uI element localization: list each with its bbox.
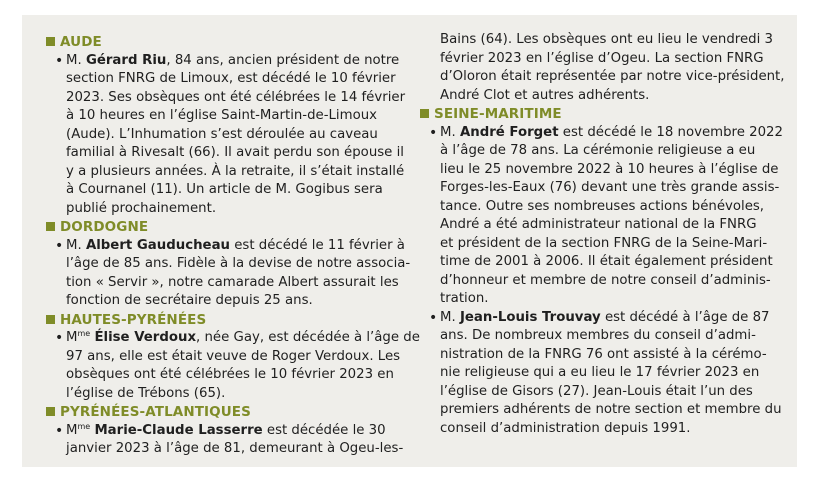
section-title: SEINE-MARITIME (434, 106, 562, 122)
entry-line: février 2023 en l’église d’Ogeu. La section FNRG (440, 50, 764, 66)
entry-first-line (66, 329, 418, 348)
entry-first-line (66, 422, 418, 441)
entry-line: Forges-les-Eaux (76) devant une très grande assis- (440, 180, 780, 195)
section-heading-dordogne (46, 218, 418, 237)
entry-line: à Cournanel (11). Un article de M. Gogibus sera (66, 182, 383, 197)
bullet-icon: • (55, 422, 64, 439)
entry-line: fonction de secrétaire depuis 25 ans. (66, 293, 313, 308)
entry-line: André a été administrateur national de la FNRG (440, 217, 757, 232)
bullet-icon: • (55, 52, 64, 69)
entry-first-line (66, 237, 418, 256)
entry-line: (Aude). L’Inhumation s’est déroulée au caveau (66, 126, 378, 142)
obituary-entry (420, 124, 785, 309)
entry-line: tion « Servir », notre camarade Albert assurait les (66, 274, 399, 290)
section-square-icon (46, 407, 55, 416)
entry-line: familial à Rivesalt (66). Il avait perdu son épouse il (66, 145, 404, 160)
title-prefix: M. (66, 52, 86, 68)
entry-line: d’Oloron était représentée par notre vice-président, (440, 69, 785, 84)
section-heading-hautes-pyrenees (46, 311, 418, 330)
obituary-entry (46, 422, 418, 459)
entry-line: lieu le 25 novembre 2022 à 10 heures à l’église de (440, 161, 779, 177)
entry-first-line (440, 124, 785, 143)
entry-line: 2023. Ses obsèques ont été célébrées le 14 février (66, 89, 406, 105)
obituary-panel (22, 15, 797, 467)
entry-line: 97 ans, elle est était veuve de Roger Verdoux. Les (66, 348, 401, 364)
right-column (420, 31, 785, 438)
section-title: HAUTES-PYRÉNÉES (60, 311, 207, 328)
entry-line: d’honneur et membre de notre conseil d’adminis- (440, 272, 771, 288)
title-prefix: M. (440, 124, 460, 140)
title-prefix-superscript: me (77, 329, 91, 338)
entry-line: time de 2001 à 2006. Il était également président (440, 254, 773, 269)
entry-line: Bains (64). Les obsèques ont eu lieu le vendredi 3 (440, 32, 773, 47)
obituary-entry (46, 237, 418, 311)
title-prefix: M. (66, 237, 86, 253)
person-name: André Forget (459, 124, 559, 140)
section-title: PYRÉNÉES-ATLANTIQUES (60, 404, 251, 420)
entry-first-line (66, 52, 418, 71)
section-heading-aude (46, 33, 418, 52)
section-heading-pyrenees-atlantiques (46, 403, 418, 422)
entry-line: tance. Outre ses nombreuses actions bénévoles, (440, 198, 765, 214)
person-name: Albert Gauducheau (85, 237, 231, 253)
title-prefix: M (66, 422, 78, 438)
first-line-rest: est décédée le 30 (262, 422, 386, 438)
entry-line: nistration de la FNRG 76 ont assisté à la cérémo- (440, 346, 767, 362)
bullet-icon: • (55, 237, 64, 254)
entry-line: l’âge de 85 ans. Fidèle à la devise de notre associa- (66, 256, 411, 271)
person-name: Jean-Louis Trouvay (459, 309, 601, 325)
entry-line: obsèques ont été célébrées le 10 février 2023 en (66, 367, 394, 382)
section-square-icon (46, 315, 55, 324)
entry-line: tration. (440, 291, 489, 306)
first-line-rest: , 84 ans, ancien président de notre (166, 52, 400, 68)
first-line-rest: est décédé le 11 février à (230, 237, 405, 253)
section-square-icon (46, 37, 55, 46)
entry-line: à l’âge de 78 ans. La cérémonie religieuse a eu (440, 143, 756, 158)
bullet-icon: • (55, 330, 64, 346)
entry-line: et président de la section FNRG de la Seine-Mari- (440, 235, 768, 251)
obituary-entry (46, 52, 418, 219)
entry-first-line (440, 309, 785, 328)
entry-line: premiers adhérents de notre section et membre du (440, 402, 782, 417)
section-square-icon (420, 109, 429, 118)
entry-line: publié prochainement. (66, 200, 217, 216)
entry-line: ans. De nombreux membres du conseil d’admi- (440, 328, 756, 343)
entry-line: conseil d’administration depuis 1991. (440, 420, 691, 436)
section-square-icon (46, 222, 55, 231)
first-line-rest: est décédé le 18 novembre 2022 (558, 124, 783, 140)
entry-line: y a plusieurs années. À la retraite, il s’était installé (66, 163, 405, 179)
entry-line: section FNRG de Limoux, est décédé le 10 février (66, 71, 396, 86)
entry-line: l’église de Gisors (27). Jean-Louis était l’un des (440, 383, 753, 399)
person-name: Élise Verdoux (94, 330, 197, 345)
obituary-entry (46, 329, 418, 403)
title-prefix-superscript: me (77, 421, 91, 431)
section-heading-seine-maritime (420, 105, 785, 124)
entry-line: nie religieuse qui a eu lieu le 17 février 2023 en (440, 365, 760, 380)
section-title: DORDOGNE (60, 219, 149, 235)
bullet-icon: • (429, 309, 438, 326)
bullet-icon: • (429, 124, 438, 141)
entry-line: l’église de Trébons (65). (66, 385, 226, 401)
left-column (46, 33, 418, 459)
obituary-continuation (420, 31, 785, 105)
section-title: AUDE (60, 34, 102, 50)
first-line-rest: est décédé à l’âge de 87 (600, 309, 770, 325)
first-line-rest: , née Gay, est décédée à l’âge de (196, 330, 420, 345)
entry-line: André Clot et autres adhérents. (440, 87, 650, 103)
person-name: Marie-Claude Lasserre (94, 422, 263, 438)
title-prefix: M. (440, 309, 460, 325)
obituary-entry (420, 309, 785, 439)
person-name: Gérard Riu (85, 52, 167, 68)
entry-line: à 10 heures en l’église Saint-Martin-de-Limoux (66, 108, 378, 123)
entry-line: janvier 2023 à l’âge de 81, demeurant à Ogeu-les- (66, 441, 404, 456)
title-prefix: M (66, 330, 78, 345)
